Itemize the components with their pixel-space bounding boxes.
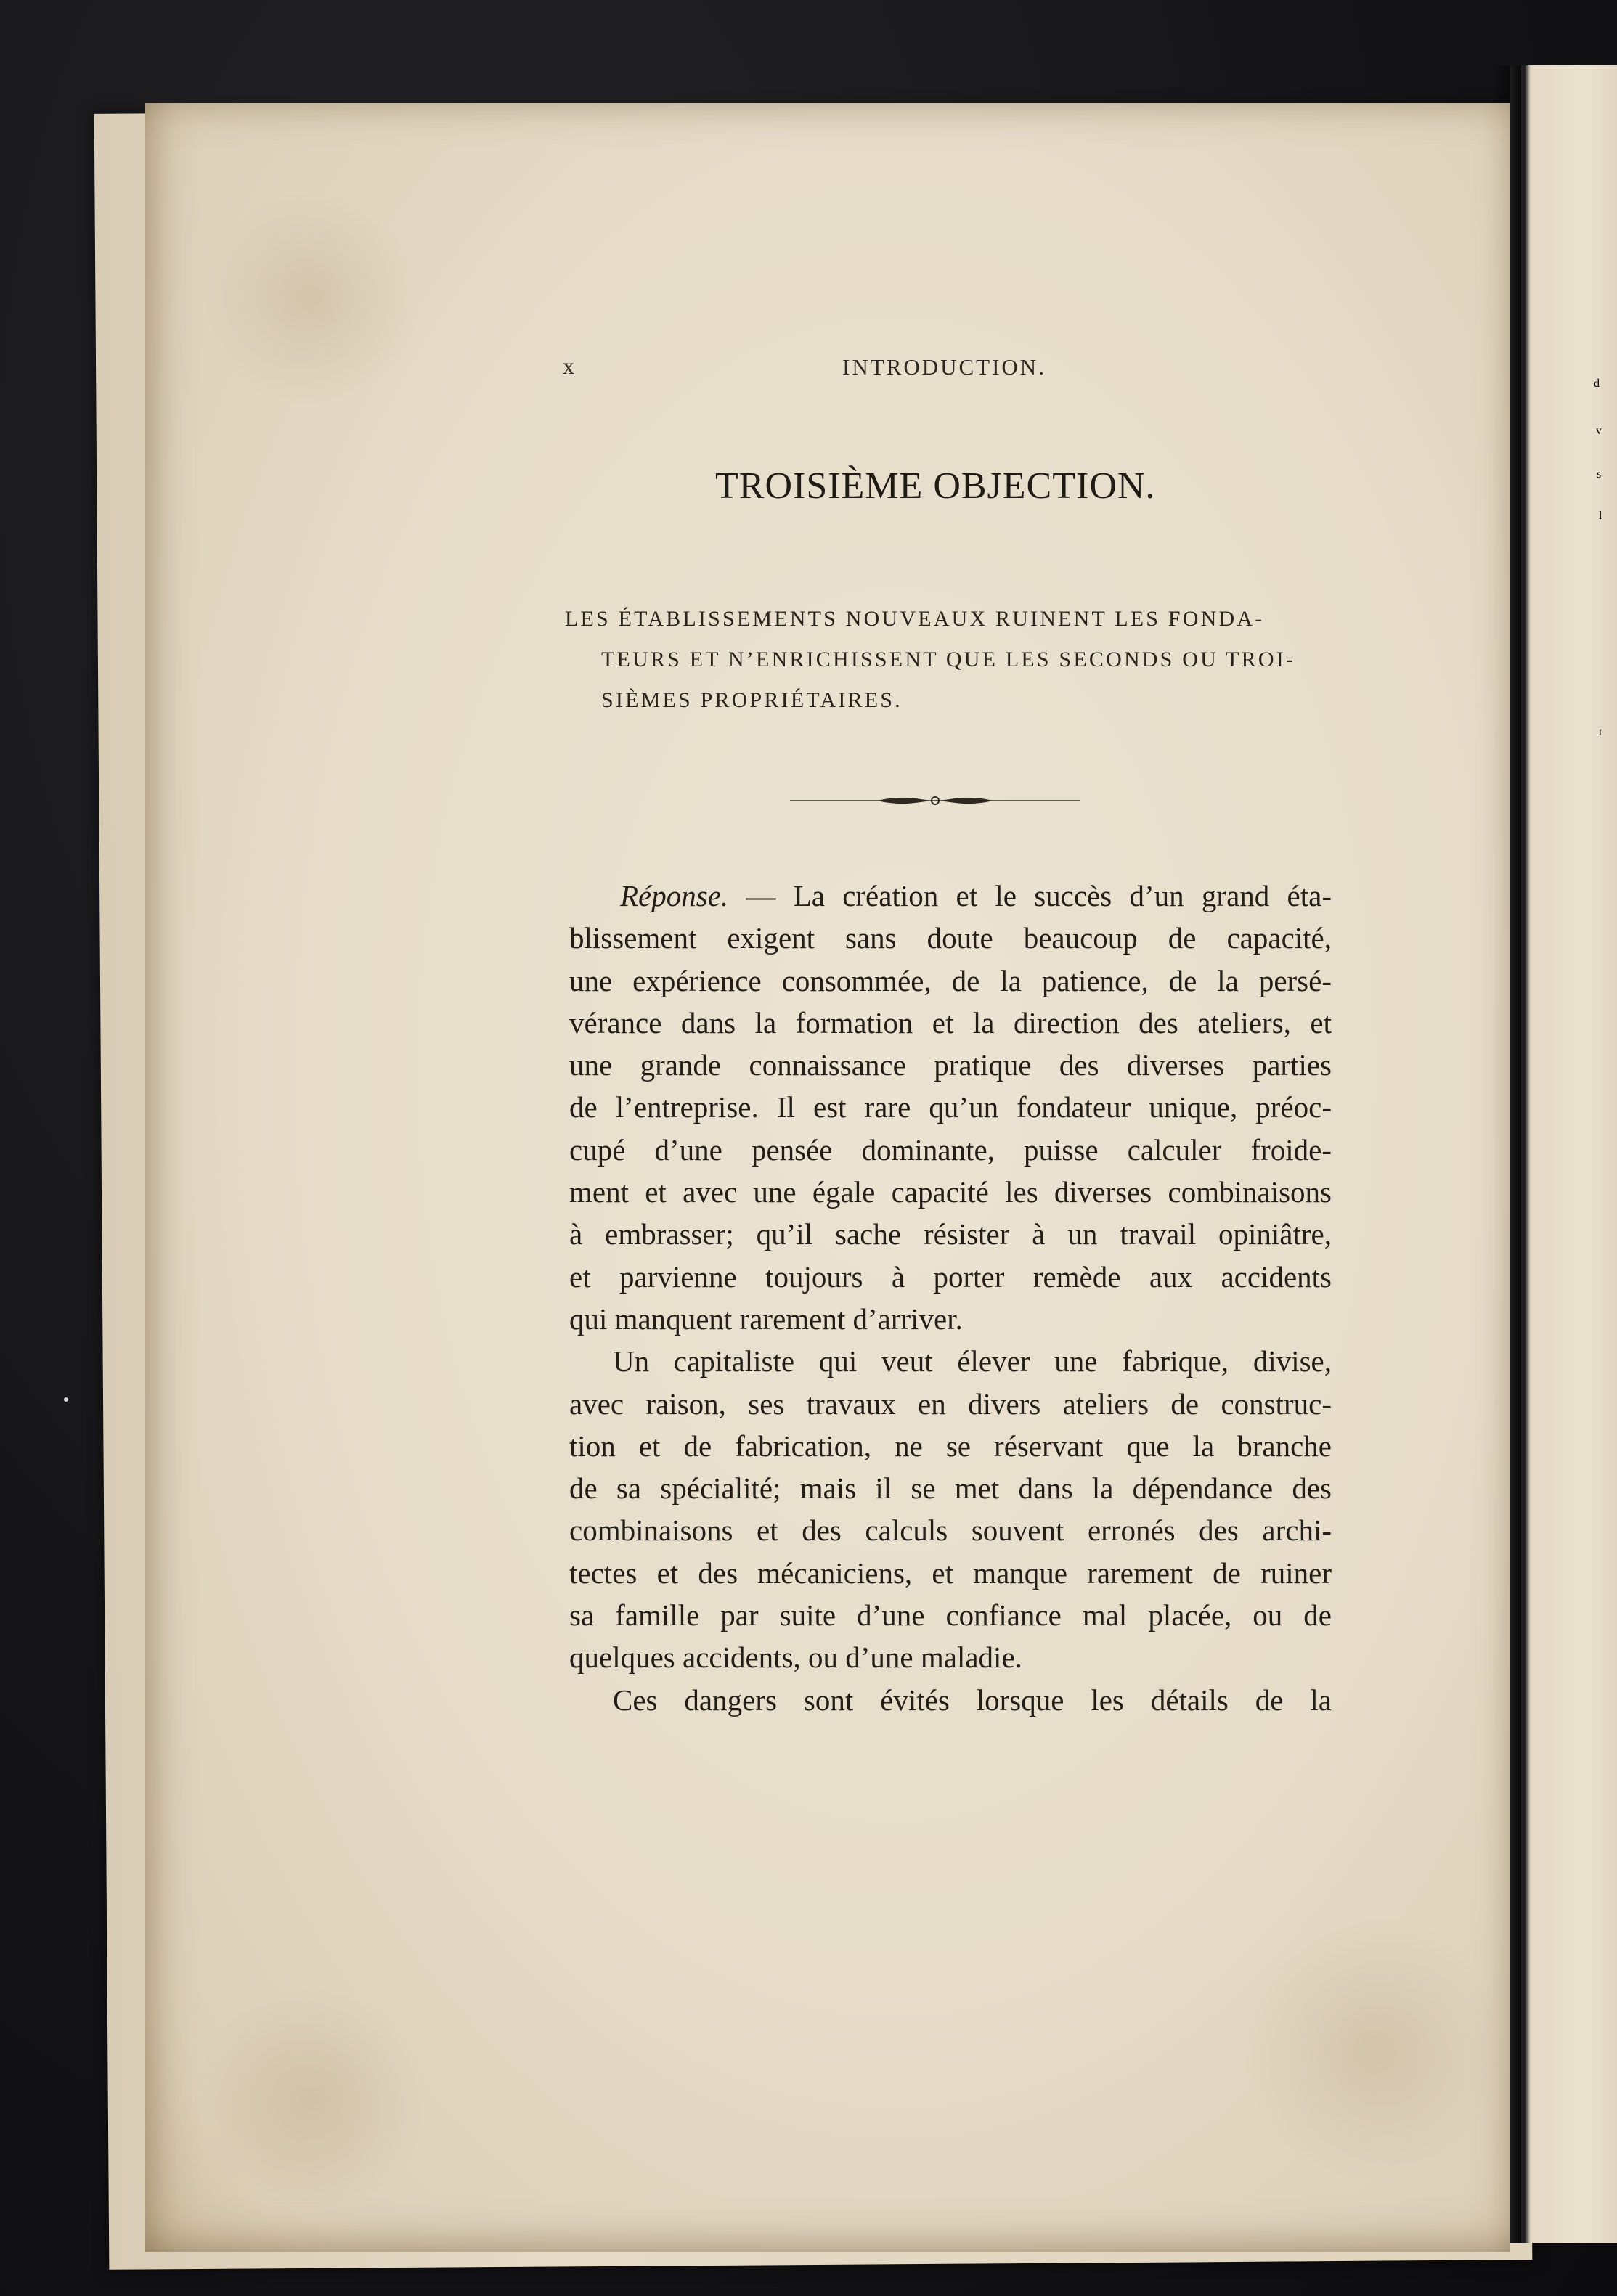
- text-line: qui manquent rarement d’arriver.: [569, 1302, 963, 1336]
- running-head: INTRODUCTION.: [842, 354, 1046, 380]
- text-line: vérance dans la formation et la direction des ateliers, et: [569, 1005, 1332, 1039]
- text-line: à embrasser; qu’il sache résister à un travail opiniâtre,: [569, 1217, 1332, 1251]
- subtitle-line: TEURS ET N’ENRICHISSENT QUE LES SECONDS OU TROI-: [601, 647, 1296, 671]
- facing-glyph: v: [1596, 425, 1602, 437]
- text-line: quelques accidents, ou d’une maladie.: [569, 1641, 1022, 1675]
- text-line: cupé d’une pensée dominante, puisse calculer froide-: [569, 1132, 1332, 1167]
- text-line: Réponse. — La création et le succès d’un grand éta-: [620, 879, 1332, 912]
- paper-stain: [203, 190, 421, 408]
- text-line: tectes et des mécaniciens, et manque rarement de ruiner: [569, 1556, 1332, 1590]
- text-line: sa famille par suite d’une confiance mal placée, ou de: [569, 1598, 1332, 1633]
- text-line: une grande connaissance pratique des diverses parties: [569, 1048, 1332, 1082]
- text-line: combinaisons et des calculs souvent erronés des archi-: [569, 1513, 1332, 1548]
- subtitle-line: LES ÉTABLISSEMENTS NOUVEAUX RUINENT LES FONDA-: [565, 607, 1265, 631]
- text-line: de sa spécialité; mais il se met dans la dépendance des: [569, 1471, 1332, 1506]
- text-line: blissement exigent sans doute beaucoup de capacité,: [569, 921, 1332, 955]
- facing-glyph: d: [1594, 377, 1600, 390]
- text-line: Ces dangers sont évités lorsque les détails de la: [613, 1683, 1332, 1717]
- ornamental-rule: [790, 790, 1080, 812]
- text-line: une expérience consommée, de la patience, de la persé-: [569, 963, 1332, 997]
- text-line: ment et avec une égale capacité les diverses combinaisons: [569, 1175, 1332, 1209]
- section-subtitle: [565, 599, 1342, 721]
- text-line: de l’entreprise. Il est rare qu’un fondateur unique, préoc-: [569, 1090, 1332, 1124]
- facing-page: [1510, 65, 1617, 2243]
- section-title: TROISIÈME OBJECTION.: [715, 465, 1156, 507]
- dust-speck: [64, 1397, 68, 1402]
- text-line: et parvienne toujours à porter remède aux accidents: [569, 1259, 1332, 1294]
- facing-glyph: s: [1597, 468, 1602, 481]
- body-text: [569, 875, 1332, 1721]
- page-number: x: [563, 353, 574, 379]
- facing-glyph: l: [1599, 510, 1602, 522]
- paper-stain: [1234, 1918, 1510, 2179]
- text-line: Un capitaliste qui veut élever une fabrique, divise,: [613, 1344, 1332, 1378]
- facing-glyph: t: [1599, 726, 1602, 738]
- text-line: tion et de fabrication, ne se réservant que la branche: [569, 1429, 1332, 1463]
- paper-stain: [189, 1990, 436, 2208]
- reponse-label: Réponse.: [620, 879, 729, 912]
- text-line: avec raison, ses travaux en divers ateliers de construc-: [569, 1386, 1332, 1421]
- subtitle-line: SIÈMES PROPRIÉTAIRES.: [601, 688, 903, 712]
